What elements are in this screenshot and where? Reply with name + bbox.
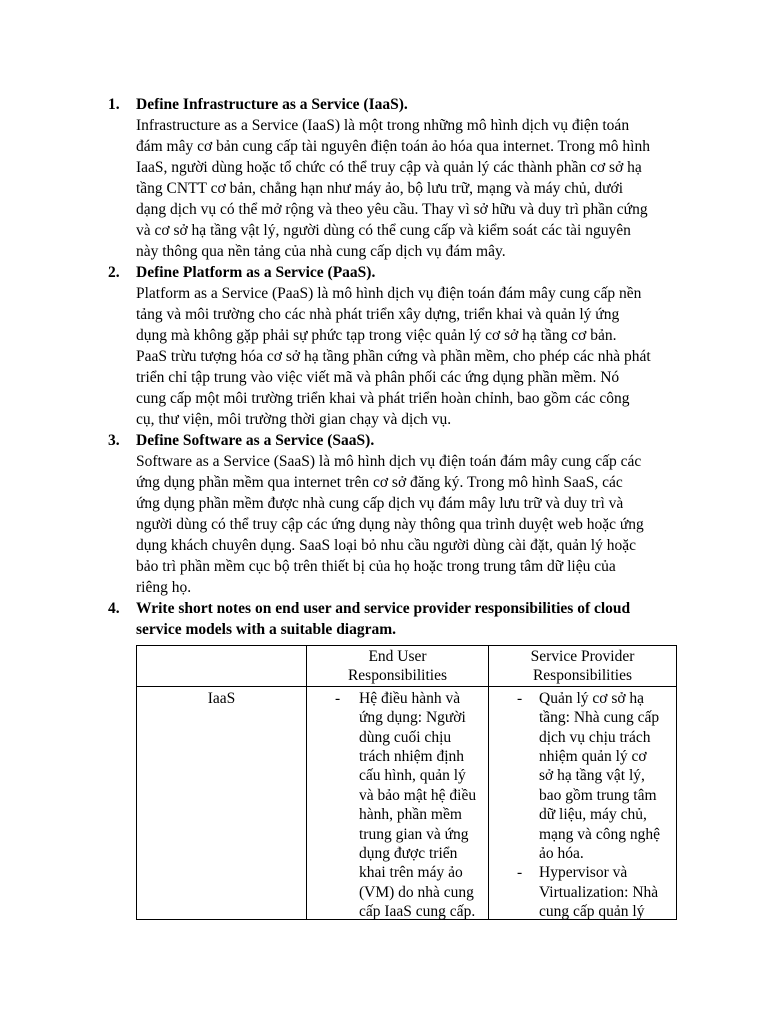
dash-bullet: - bbox=[517, 864, 523, 882]
question-list bbox=[108, 94, 674, 640]
question-2 bbox=[108, 262, 674, 430]
answer-line: dụng khách chuyên dụng. SaaS loại bỏ nhu cầu người dùng cài đặt, quản lý hoặc bbox=[136, 537, 636, 554]
answer-text bbox=[136, 115, 674, 262]
header-line: Responsibilities bbox=[532, 667, 633, 685]
question-4 bbox=[108, 598, 674, 640]
answer-line: tầng CNTT cơ bản, chẳng hạn như máy ảo, bộ lưu trữ, mạng và máy chủ, dưới bbox=[136, 180, 624, 197]
question-title bbox=[136, 598, 674, 640]
bullet-line: nhiệm quản lý cơ bbox=[539, 748, 647, 766]
header-line: End User bbox=[368, 648, 427, 665]
answer-line: PaaS trừu tượng hóa cơ sở hạ tầng phần cứng và phần mềm, cho phép các nhà phát bbox=[136, 348, 651, 365]
bullet-line: Virtualization: Nhà bbox=[539, 883, 659, 901]
provider-cell bbox=[489, 686, 677, 919]
question-number: 1. bbox=[108, 96, 120, 113]
bullet-line: ứng dụng: Người bbox=[359, 709, 466, 727]
bullet-line: trung gian và ứng bbox=[359, 825, 469, 843]
bullet-line: bao gồm trung tâm bbox=[539, 786, 657, 804]
answer-line: tảng và môi trường cho các nhà phát triển xây dựng, triển khai và quản lý ứng bbox=[136, 306, 620, 323]
answer-line: và cơ sở hạ tầng vật lý, người dùng có thể cung cấp và kiểm soát các tài nguyên bbox=[136, 222, 631, 239]
bullet-line: khai trên máy ảo bbox=[359, 864, 463, 882]
bullet-line: mạng và công nghệ bbox=[539, 825, 660, 843]
answer-line: Infrastructure as a Service (IaaS) là một trong những mô hình dịch vụ điện toán bbox=[136, 117, 630, 134]
bullet-line: hành, phần mềm bbox=[359, 806, 462, 824]
bullet-line: Hypervisor và bbox=[539, 864, 628, 882]
bullet-line: tầng: Nhà cung cấp bbox=[539, 709, 660, 727]
question-title: Define Software as a Service (SaaS). bbox=[136, 432, 375, 449]
bullet-item bbox=[489, 687, 676, 864]
answer-line: ứng dụng phần mềm được nhà cung cấp dịch vụ đám mây lưu trữ và duy trì và bbox=[136, 495, 624, 512]
question-number: 3. bbox=[108, 432, 120, 449]
bullet-line: sở hạ tầng vật lý, bbox=[539, 767, 645, 785]
answer-line: người dùng có thể truy cập các ứng dụng này thông qua trình duyệt web hoặc ứng bbox=[136, 516, 644, 533]
table-header-row bbox=[137, 646, 677, 687]
question-title-line: Write short notes on end user and service provider responsibilities of cloud bbox=[136, 600, 631, 617]
row-label-cell bbox=[137, 686, 307, 919]
question-title: Define Infrastructure as a Service (IaaS). bbox=[136, 96, 408, 113]
answer-line: riêng họ. bbox=[136, 579, 192, 596]
table-row bbox=[137, 686, 677, 919]
bullet-line: (VM) do nhà cung bbox=[359, 883, 474, 901]
answer-line: dụng mà không gặp phải sự phức tạp trong việc quản lý cơ sở hạ tầng cơ bản. bbox=[136, 327, 617, 344]
dash-bullet: - bbox=[517, 689, 523, 707]
bullet-line: dùng cuối chịu bbox=[359, 728, 452, 746]
dash-bullet: - bbox=[335, 689, 341, 707]
bullet-line: Quản lý cơ sở hạ bbox=[539, 689, 645, 707]
answer-line: ứng dụng phần mềm qua internet trên cơ sở đăng ký. Trong mô hình SaaS, các bbox=[136, 474, 623, 491]
bullet-line: dữ liệu, máy chủ, bbox=[539, 806, 647, 824]
row-label: IaaS bbox=[207, 689, 236, 707]
bullet-line: dụng được triển bbox=[359, 845, 458, 863]
header-line: Service Provider bbox=[530, 648, 635, 665]
bullet-line: dịch vụ chịu trách bbox=[539, 728, 651, 746]
question-number: 2. bbox=[108, 264, 120, 281]
header-cell-service-provider bbox=[489, 646, 677, 687]
question-title: Define Platform as a Service (PaaS). bbox=[136, 264, 376, 281]
answer-text bbox=[136, 451, 674, 598]
answer-line: Platform as a Service (PaaS) là mô hình dịch vụ điện toán đám mây cung cấp nền bbox=[136, 285, 642, 302]
bullet-line: và bảo mật hệ điều bbox=[359, 786, 477, 804]
header-cell-end-user bbox=[307, 646, 489, 687]
question-3 bbox=[108, 430, 674, 598]
answer-line: dạng dịch vụ có thể mở rộng và theo yêu cầu. Thay vì sở hữu và duy trì phần cứng bbox=[136, 201, 648, 218]
answer-line: Software as a Service (SaaS) là mô hình dịch vụ điện toán đám mây cung cấp các bbox=[136, 453, 642, 470]
end-user-cell bbox=[307, 686, 489, 919]
bullet-list bbox=[489, 687, 676, 919]
bullet-line: Hệ điều hành và bbox=[359, 689, 461, 707]
answer-line: này thông qua nền tảng của nhà cung cấp dịch vụ đám mây. bbox=[136, 243, 506, 260]
bullet-line: cấu hình, quản lý bbox=[359, 767, 466, 785]
header-cell-empty bbox=[137, 646, 307, 687]
bullet-line: ảo hóa. bbox=[539, 845, 584, 863]
answer-line: IaaS, người dùng hoặc tổ chức có thể truy cập và quản lý các thành phần cơ sở hạ bbox=[136, 159, 642, 176]
question-title-line: service models with a suitable diagram. bbox=[136, 621, 397, 638]
answer-text bbox=[136, 283, 674, 430]
bullet-item bbox=[489, 863, 676, 918]
bullet-line: trách nhiệm định bbox=[359, 748, 465, 766]
bullet-list bbox=[307, 687, 488, 919]
answer-line: triển chỉ tập trung vào việc viết mã và phân phối các ứng dụng phần mềm. Nó bbox=[136, 369, 620, 386]
answer-line: cụ, thư viện, môi trường thời gian chạy và dịch vụ. bbox=[136, 411, 452, 428]
question-1 bbox=[108, 94, 674, 262]
bullet-line: cung cấp quản lý bbox=[539, 903, 645, 919]
answer-line: cung cấp một môi trường triển khai và phát triển hoàn chỉnh, bao gồm các công bbox=[136, 390, 630, 407]
responsibility-table bbox=[136, 645, 677, 920]
answer-line: đám mây cơ bản cung cấp tài nguyên điện toán ảo hóa qua internet. Trong mô hình bbox=[136, 138, 650, 155]
bullet-item bbox=[307, 687, 488, 919]
bullet-line: cấp IaaS cung cấp. bbox=[359, 903, 476, 919]
answer-line: bảo trì phần mềm cục bộ trên thiết bị của họ hoặc trong trung tâm dữ liệu của bbox=[136, 558, 616, 575]
header-line: Responsibilities bbox=[347, 667, 448, 685]
question-number: 4. bbox=[108, 600, 120, 617]
